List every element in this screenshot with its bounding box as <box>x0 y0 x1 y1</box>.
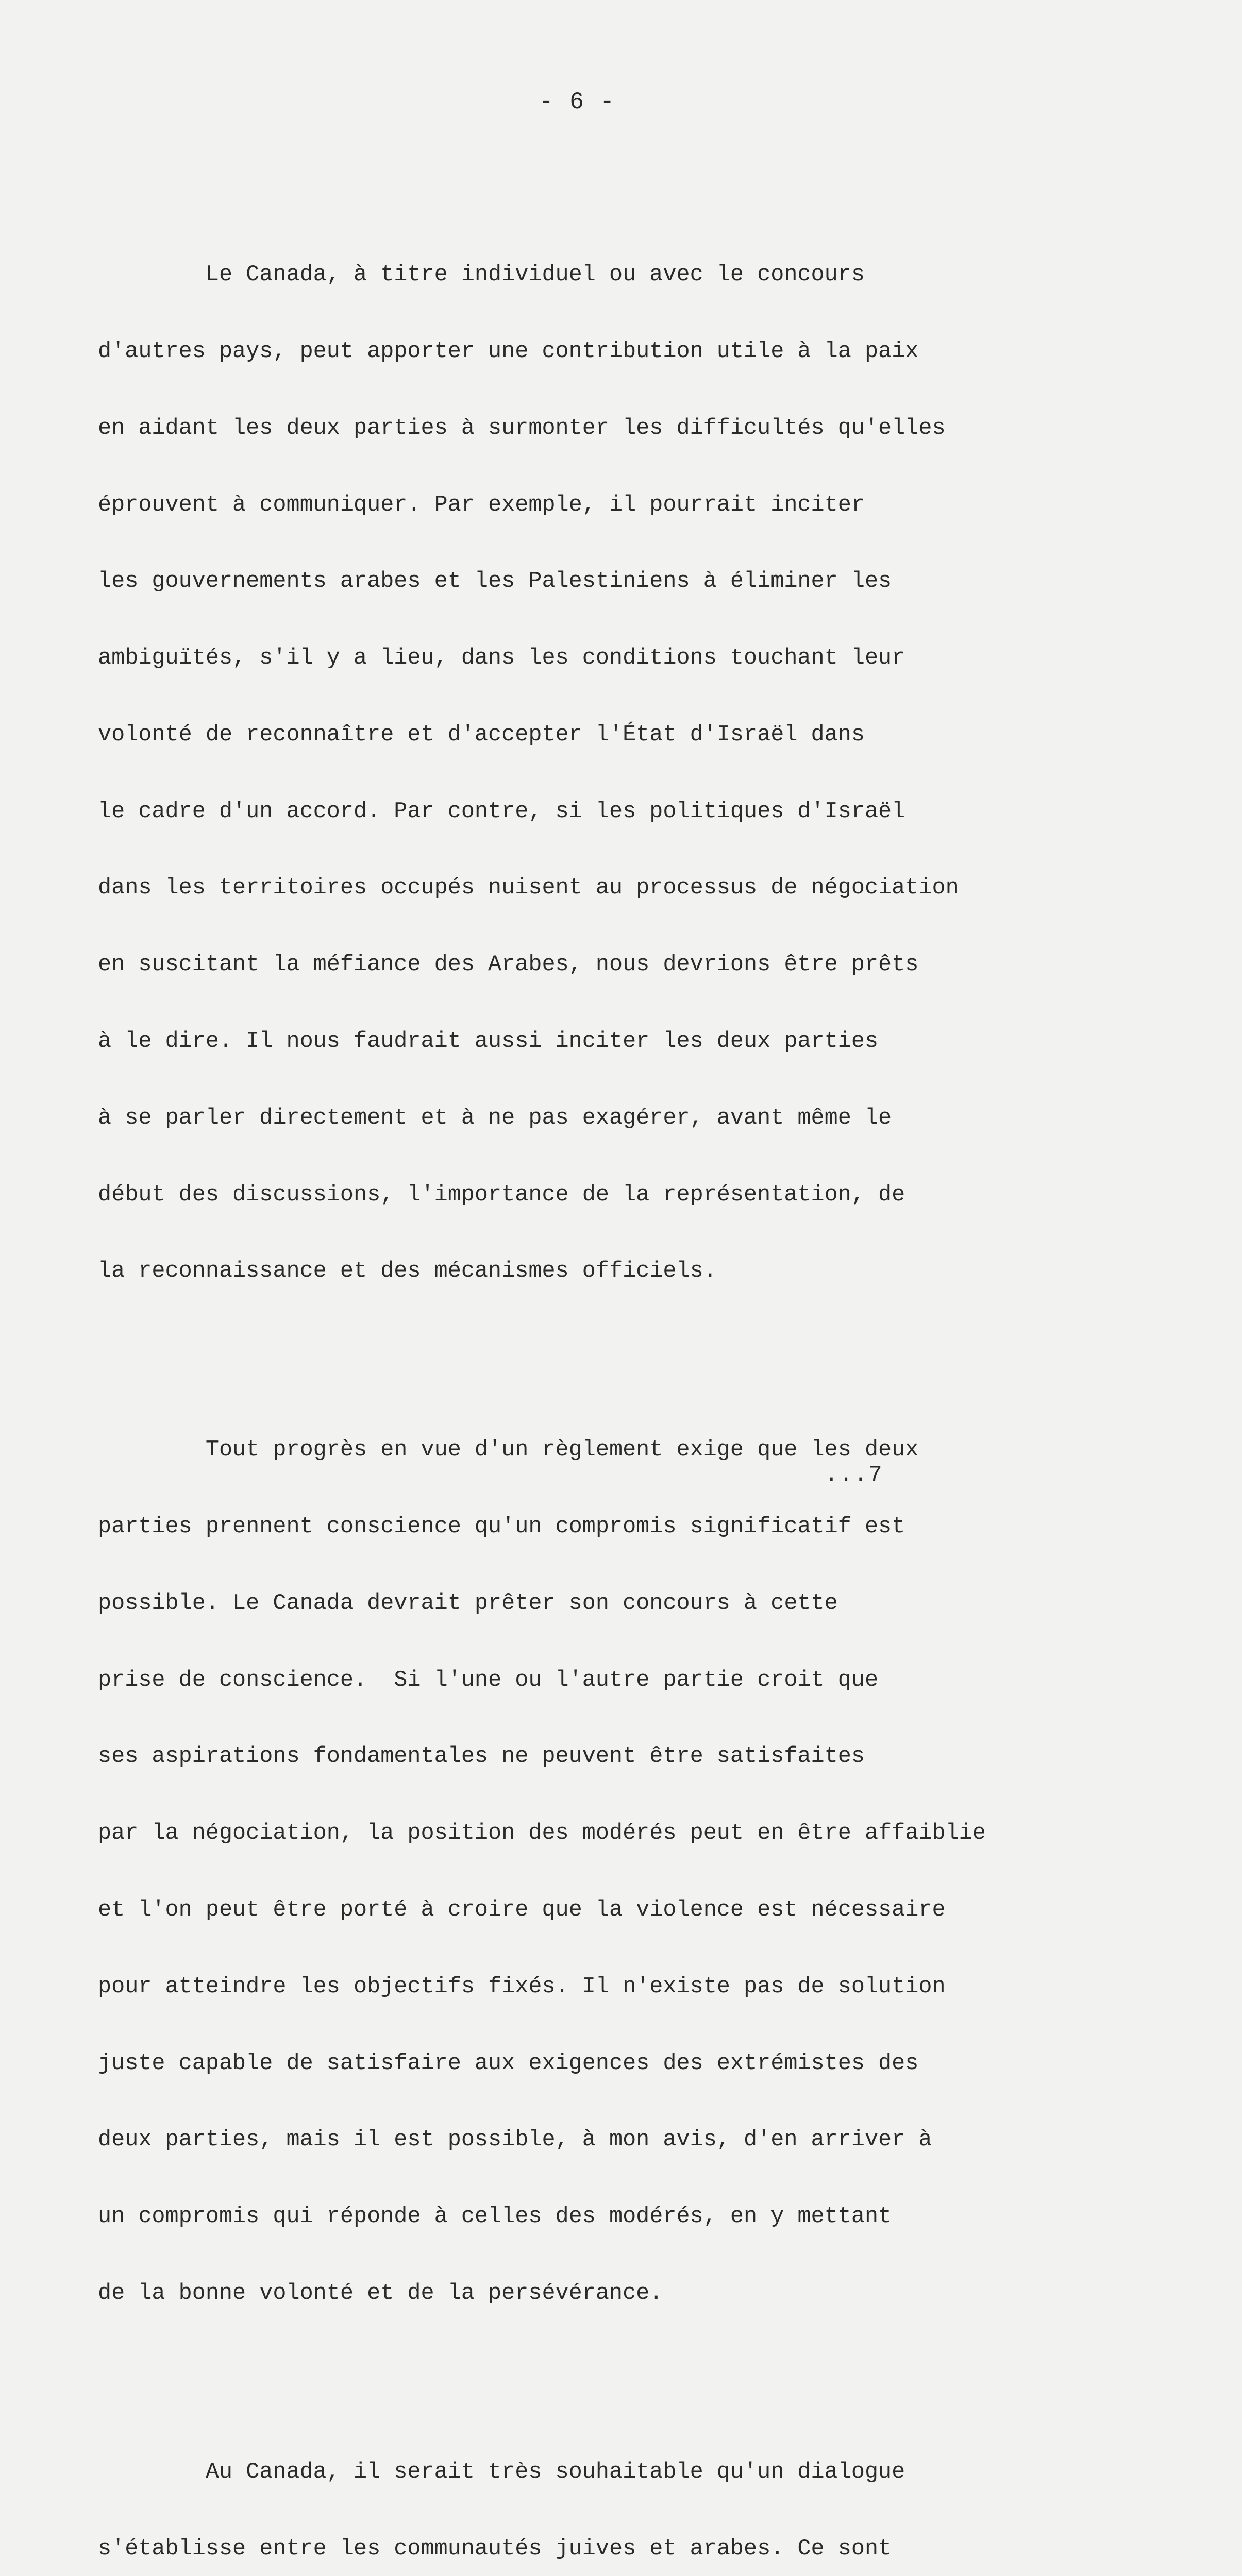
paragraph-3 <box>98 2409 1170 2576</box>
text-line: Le Canada, à titre individuel ou avec le concours <box>98 262 865 288</box>
text-line: par la négociation, la position des modérés peut en être affaiblie <box>98 1821 986 1846</box>
text-line: juste capable de satisfaire aux exigences des extrémistes des <box>98 2050 919 2076</box>
text-line: et l'on peut être porté à croire que la violence est nécessaire <box>98 1897 946 1923</box>
text-line: Tout progrès en vue d'un règlement exige que les deux <box>98 1437 919 1463</box>
text-line: de la bonne volonté et de la persévérance. <box>98 2280 663 2306</box>
text-line: en suscitant la méfiance des Arabes, nous devrions être prêts <box>98 952 919 978</box>
text-line: possible. Le Canada devrait prêter son concours à cette <box>98 1590 838 1616</box>
text-line: à le dire. Il nous faudrait aussi inciter les deux parties <box>98 1029 879 1054</box>
text-line: parties prennent conscience qu'un compromis significatif est <box>98 1514 905 1540</box>
text-line: la reconnaissance et des mécanismes officiels. <box>98 1259 717 1284</box>
text-line: pour atteindre les objectifs fixés. Il n'existe pas de solution <box>98 1974 946 1999</box>
text-line: volonté de reconnaître et d'accepter l'État d'Israël dans <box>98 722 865 748</box>
document-body <box>98 211 1170 2576</box>
text-line: en aidant les deux parties à surmonter les difficultés qu'elles <box>98 415 946 441</box>
text-line: les gouvernements arabes et les Palestiniens à éliminer les <box>98 569 892 595</box>
text-line: deux parties, mais il est possible, à mon avis, d'en arriver à <box>98 2127 932 2153</box>
text-line: Au Canada, il serait très souhaitable qu'un dialogue <box>98 2459 905 2485</box>
text-line: dans les territoires occupés nuisent au processus de négociation <box>98 875 959 901</box>
text-line: s'établisse entre les communautés juives et arabes. Ce sont <box>98 2536 892 2562</box>
text-line: un compromis qui réponde à celles des modérés, en y mettant <box>98 2204 892 2230</box>
text-line: début des discussions, l'importance de la représentation, de <box>98 1182 905 1208</box>
text-line: ambiguïtés, s'il y a lieu, dans les conditions touchant leur <box>98 646 905 671</box>
text-line: le cadre d'un accord. Par contre, si les politiques d'Israël <box>98 799 905 824</box>
page-number: - 6 - <box>539 89 616 115</box>
text-line: ses aspirations fondamentales ne peuvent être satisfaites <box>98 1744 865 1770</box>
text-line: prise de conscience. Si l'une ou l'autre partie croit que <box>98 1667 879 1693</box>
text-line: à se parler directement et à ne pas exagérer, avant même le <box>98 1105 892 1131</box>
continuation-marker: ...7 <box>825 1462 883 1488</box>
paragraph-1 <box>98 211 1170 1335</box>
text-line: d'autres pays, peut apporter une contribution utile à la paix <box>98 338 919 364</box>
paragraph-2 <box>98 1386 1170 2358</box>
text-line: éprouvent à communiquer. Par exemple, il pourrait inciter <box>98 492 865 518</box>
